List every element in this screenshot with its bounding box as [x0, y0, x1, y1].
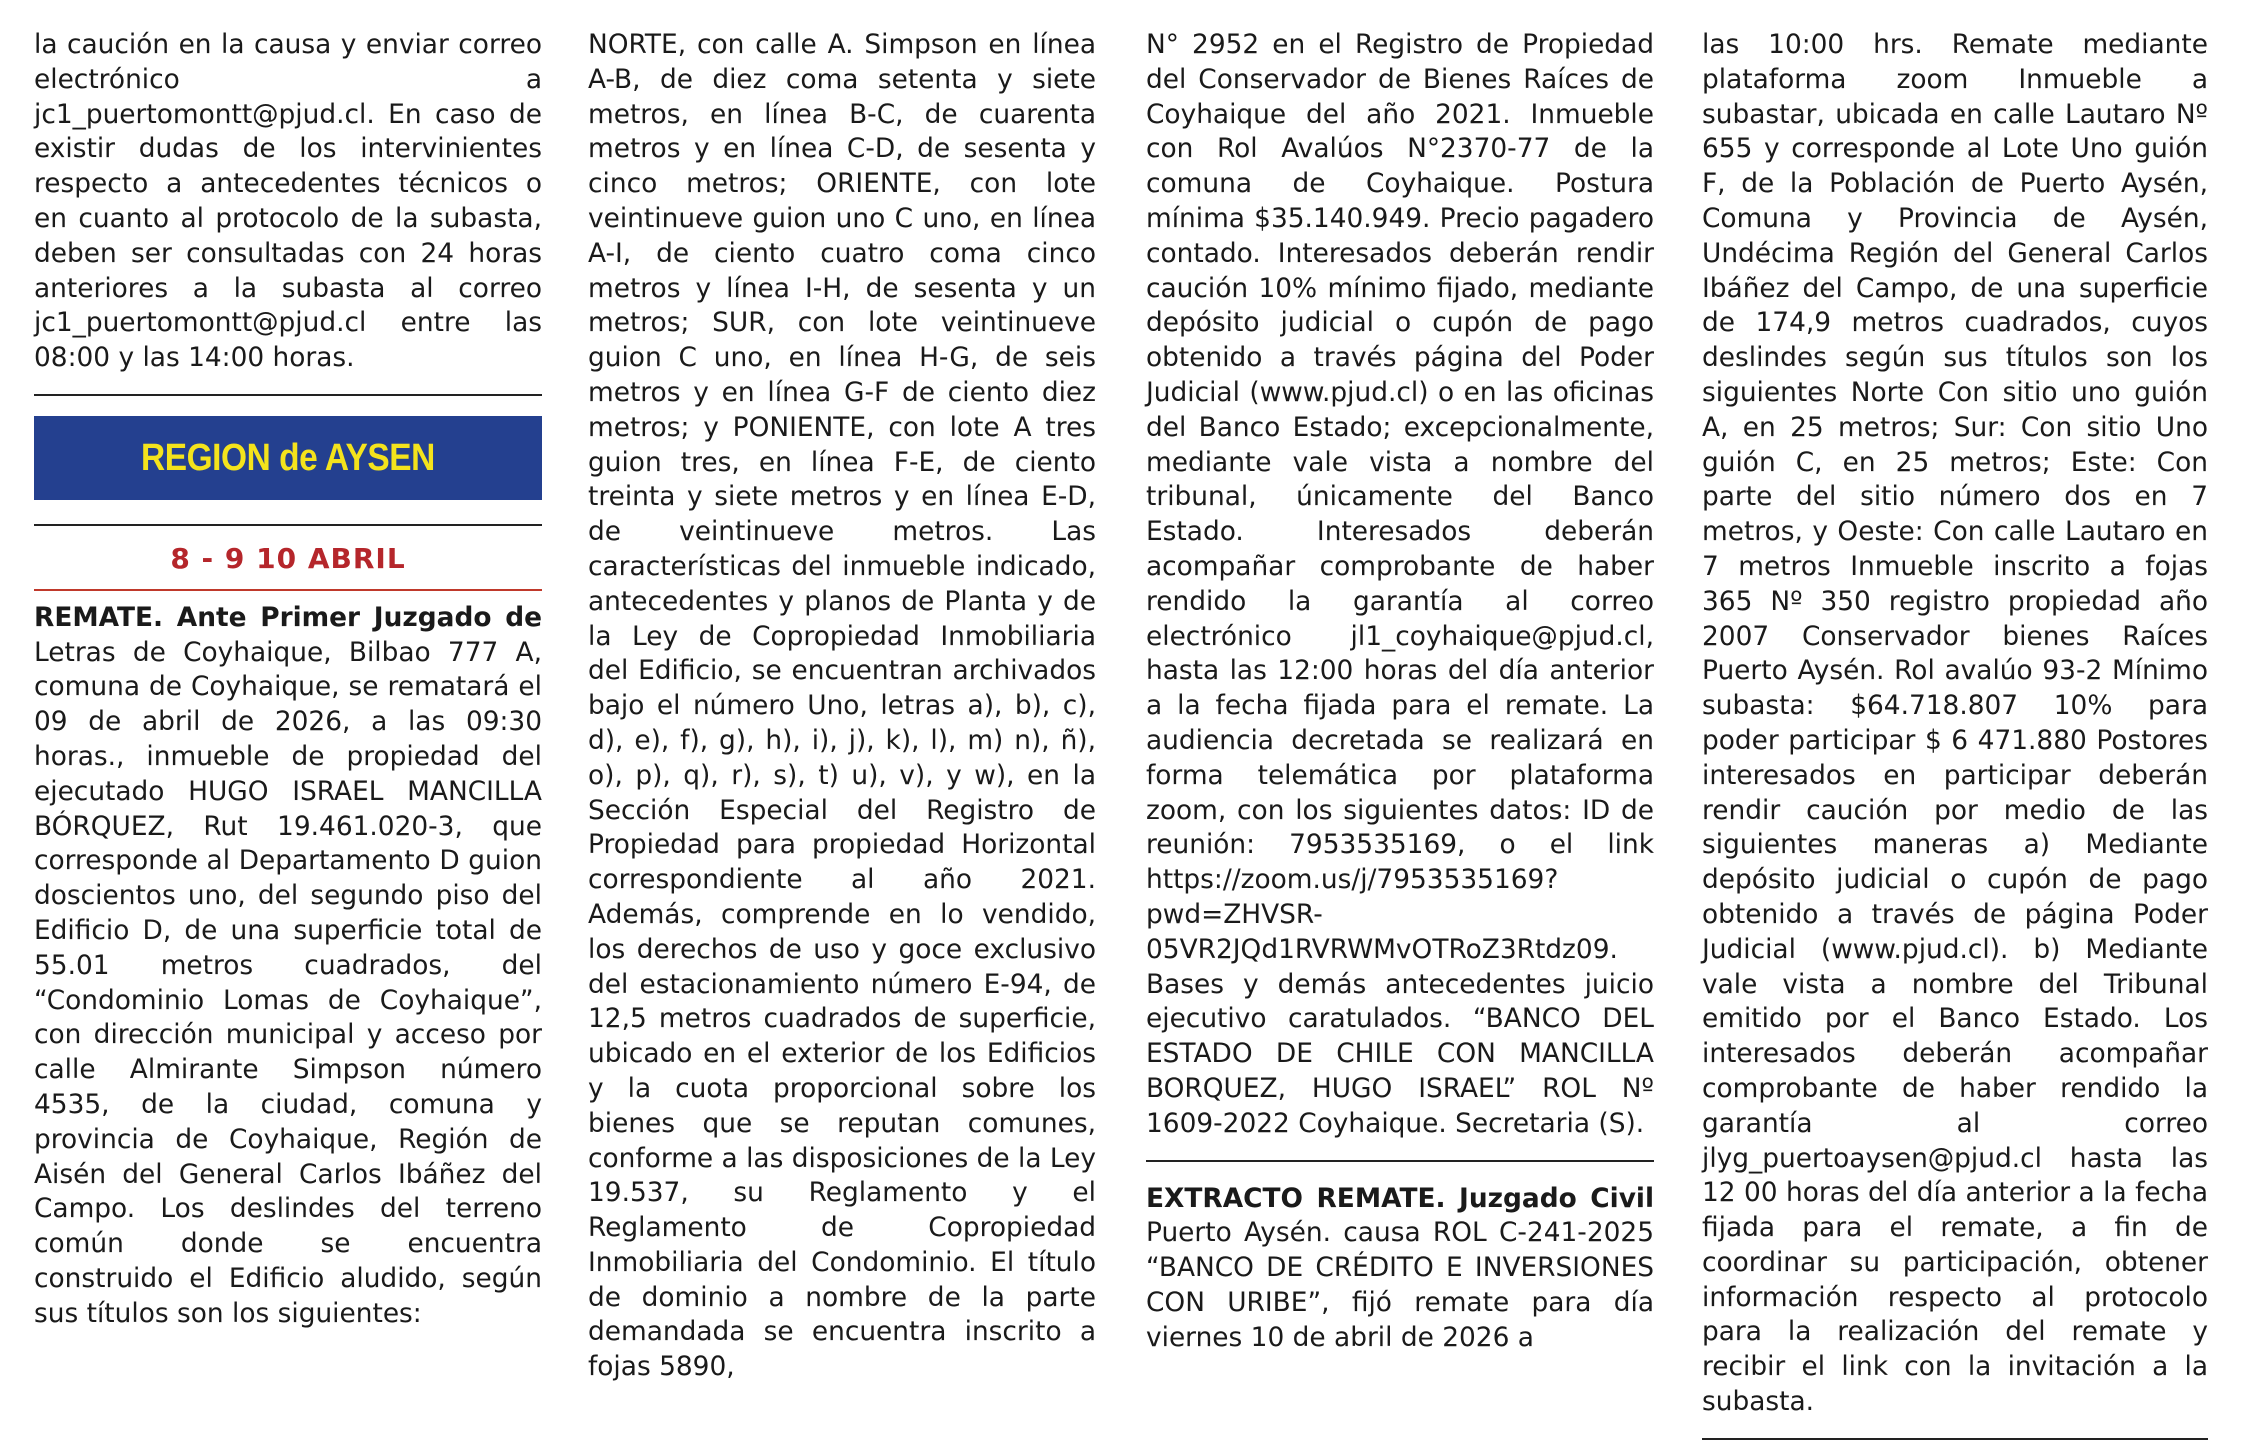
banner-divider: [34, 524, 542, 526]
notice-1-continued: NORTE, con calle A. Simpson en línea A-B, de diez coma setenta y siete metros, en línea B-C, de cuarenta metros y en línea C-D, de sesenta y cinco metros; ORIENTE, con lote veintinueve guion uno C uno, en línea A-I, de ciento cuatro coma cinco metros y línea I-H, de sesenta y un metros; SUR, con lote veintinueve guion C uno, en línea H-G, de seis metros y en línea G-F de ciento diez metros; y PONIENTE, con lote A tres guion tres, en línea F-E, de ciento treinta y siete metros y en línea E-D, de veintinueve metros. Las características del inmueble indicado, antecedentes y planos de Planta y de la Ley de Copropiedad Inmobiliaria del Edificio, se encuentran archivados bajo el número Uno, letras a), b), c), d), e), f), g), h), i), j), k), l), m) n), ñ), o), p), q), r), s), t) u), v), y w), en la Sección Especial del Registro de Propiedad para propiedad Horizontal correspondiente al año 2021. Además, comprende en lo vendido, los derechos de uso y goce exclusivo del estacionamiento número E-94, de 12,5 metros cuadrados de superficie, ubicado en el exterior de los Edificios y la cuota proporcional sobre los bienes que se reputan comunes, conforme a las disposiciones de la Ley 19.537, su Reglamento y el Reglamento de Copropiedad Inmobiliaria del Condominio. El título de dominio a nombre de la parte demandada se encuentra inscrito a fojas 5890,: [588, 29, 1097, 1383]
column-3: [1146, 28, 1654, 1355]
notice-1-conclusion: N° 2952 en el Registro de Propiedad del Conservador de Bienes Raíces de Coyhaique del año 2021. Inmueble con Rol Avalúos N°2370-77 de la comuna de Coyhaique. Postura mínima $35.140.949. Precio pagadero contado. Interesados deberán rendir caución 10% mínimo fijado, mediante depósito judicial o cupón de pago obtenido a través página del Poder Judicial (www.pjud.cl) o en las oficinas del Banco Estado; excepcionalmente, mediante vale vista a nombre del tribunal, únicamente del Banco Estado. Interesados deberán acompañar comprobante de haber rendido la garantía al correo electrónico jl1_coyhaique@pjud.cl, hasta las 12:00 horas del día anterior a la fecha fijada para el remate. La audiencia decretada se realizará en forma telemática por plataforma zoom, con los siguientes datos: ID de reunión: 7953535169, o el link https://zoom.us/j/7953535169?pwd=ZHVSR-05VR2JQd1RVRWMvOTRoZ3Rtdz09. Bases y demás antecedentes juicio ejecutivo caratulados. “BANCO DEL ESTADO DE CHILE CON MANCILLA BORQUEZ, HUGO ISRAEL” ROL Nº 1609-2022 Coyhaique. Secretaria (S).: [1146, 29, 1654, 1139]
column-2: [588, 28, 1096, 1385]
notice-2-body: Puerto Aysén. causa ROL C-241-2025 “BANCO DE CRÉDITO E INVERSIONES CON URIBE”, fijó remate para día viernes 10 de abril de 2026 a: [1146, 1217, 1654, 1353]
notice-2-continued: las 10:00 hrs. Remate mediante plataforma zoom Inmueble a subastar, ubicada en calle Lautaro Nº 655 y corresponde al Lote Uno guión F, de la Población de Puerto Aysén, Comuna y Provincia de Aysén, Undécima Región del General Carlos Ibáñez del Campo, de una superficie de 174,9 metros cuadrados, cuyos deslindes según sus títulos son los siguientes Norte Con sitio uno guión A, en 25 metros; Sur: Con sitio Uno guión C, en 25 metros; Este: Con parte del sitio número dos en 7 metros, y Oeste: Con calle Lautaro en 7 metros Inmueble inscrito a fojas 365 Nº 350 registro propiedad año 2007 Conservador bienes Raíces Puerto Aysén. Rol avalúo 93-2 Mínimo subasta: $64.718.807 10% para poder participar $ 6 471.880 Postores interesados en participar deberán rendir caución por medio de las siguientes maneras a) Mediante depósito judicial o cupón de pago obtenido a través de página Poder Judicial (www.pjud.cl). b) Mediante vale vista a nombre del Tribunal emitido por el Banco Estado. Los interesados deberán acompañar comprobante de haber rendido la garantía al correo jlyg_puertoaysen@pjud.cl hasta las 12 00 horas del día anterior a la fecha fijada para el remate, a fin de coordinar su participación, obtener información respecto al protocolo para la realización del remate y recibir el link con la invitación a la subasta.: [1702, 29, 2208, 1418]
notice-divider: [1146, 1160, 1654, 1162]
column-1: [34, 28, 542, 1332]
intro-paragraph: la caución en la causa y enviar correo electrónico a jc1_puertomontt@pjud.cl. En caso de existir dudas de los intervinientes respecto a antecedentes técnicos o en cuanto al protocolo de la subasta, deben ser consultadas con 24 horas anteriores a la subasta al correo jc1_puertomontt@pjud.cl entre las 08:00 y las 14:00 horas.: [34, 29, 542, 374]
region-title: REGION de AYSEN: [141, 436, 435, 479]
dates-divider: [34, 589, 542, 591]
remate-notice-1: [34, 601, 542, 1332]
notice-2-lead: EXTRACTO REMATE. Juzgado Civil: [1146, 1182, 1654, 1214]
dates-heading: 8 - 9 10 ABRIL: [170, 541, 406, 575]
extracto-remate-notice: [1146, 1182, 1654, 1356]
region-banner: [34, 416, 542, 500]
column-4: [1702, 28, 2208, 1440]
section-divider: [34, 394, 542, 396]
notice-1-body: Letras de Coyhaique, Bilbao 777 A, comuna de Coyhaique, se rematará el 09 de abril de 2026, a las 09:30 horas., inmueble de propiedad del ejecutado HUGO ISRAEL MANCILLA BÓRQUEZ, Rut 19.461.020-3, que corresponde al Departamento D guion doscientos uno, del segundo piso del Edificio D, de una superficie total de 55.01 metros cuadrados, del “Condominio Lomas de Coyhaique”, con dirección municipal y acceso por calle Almirante Simpson número 4535, de la ciudad, comuna y provincia de Coyhaique, Región de Aisén del General Carlos Ibáñez del Campo. Los deslindes del terreno común donde se encuentra construido el Edificio aludido, según sus títulos son los siguientes:: [34, 636, 542, 1329]
notice-1-lead: REMATE. Ante Primer Juzgado de: [34, 601, 542, 633]
